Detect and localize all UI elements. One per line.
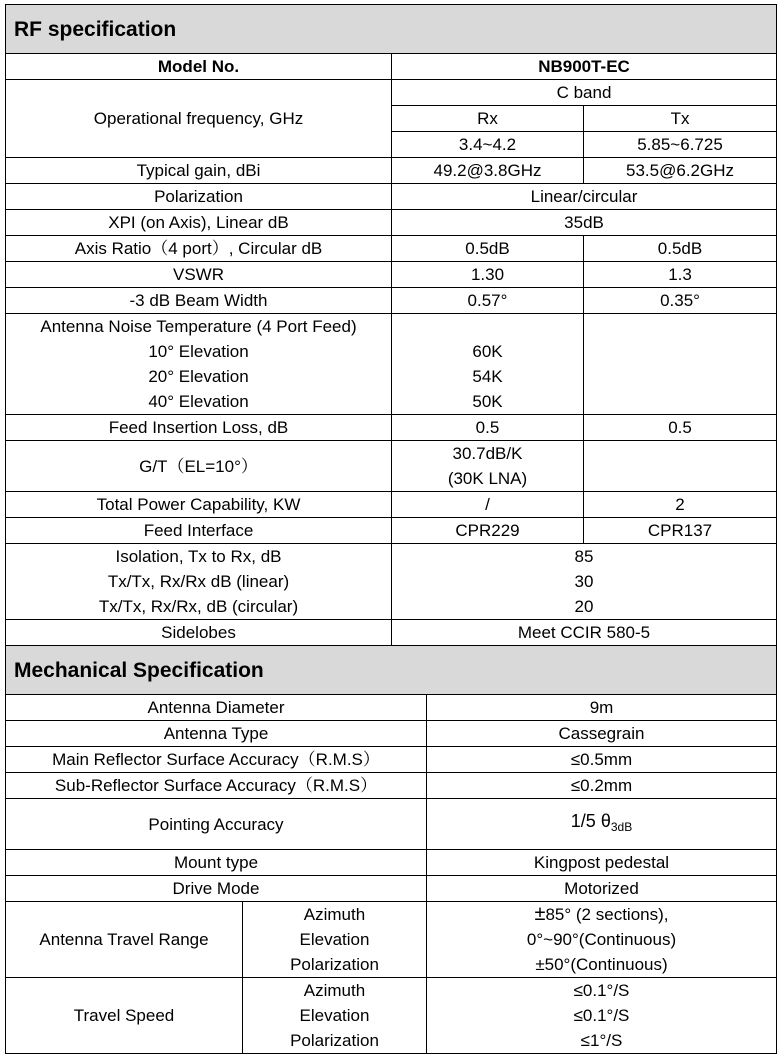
beam-width-tx: 0.35° [584, 288, 777, 314]
rx-range: 3.4~4.2 [392, 132, 584, 158]
rf-section-title: RF specification [6, 5, 777, 54]
vswr-tx: 1.3 [584, 262, 777, 288]
beam-width-rx: 0.57° [392, 288, 584, 314]
power-rx: / [392, 492, 584, 518]
gain-label: Typical gain, dBi [6, 158, 392, 184]
mount-value: Kingpost pedestal [427, 850, 777, 876]
isolation-value: 85 [574, 547, 594, 566]
travel-range-polarization-value: ±50°(Continuous) [535, 955, 668, 974]
freq-label: Operational frequency, GHz [6, 80, 392, 158]
travel-speed-polarization-label: Polarization [290, 1031, 379, 1050]
spec-sheet [5, 4, 776, 1054]
gain-tx: 53.5@6.2GHz [584, 158, 777, 184]
travel-range-elevation-value: 0°~90°(Continuous) [526, 930, 677, 949]
gt-label: G/T（EL=10°） [6, 441, 392, 492]
isolation-linear-label: Tx/Tx, Rx/Rx dB (linear) [107, 572, 290, 591]
noise-temp-label-cell [6, 314, 392, 415]
model-value: NB900T-EC [392, 54, 777, 80]
noise-temp-label: Antenna Noise Temperature (4 Port Feed) [40, 317, 357, 336]
band-value: C band [392, 80, 777, 106]
gt-value-1: 30.7dB/K [452, 444, 523, 463]
travel-speed-azimuth-label: Azimuth [303, 981, 366, 1000]
model-label: Model No. [6, 54, 392, 80]
polarization-value: Linear/circular [392, 184, 777, 210]
rf-spec-table [5, 4, 777, 646]
travel-range-values [427, 902, 777, 978]
drive-label: Drive Mode [6, 876, 427, 902]
diameter-label: Antenna Diameter [6, 695, 427, 721]
xpi-label: XPI (on Axis), Linear dB [6, 210, 392, 236]
noise-temp-tx-cell [584, 314, 777, 415]
travel-speed-polarization-value: ≤1°/S [580, 1031, 623, 1050]
mount-label: Mount type [6, 850, 427, 876]
travel-speed-axes [243, 978, 427, 1054]
mech-section-title: Mechanical Specification [6, 646, 777, 695]
travel-speed-label: Travel Speed [6, 978, 243, 1054]
noise-temp-rx-cell [392, 314, 584, 415]
noise-elev-10-value: 60K [472, 342, 503, 361]
axis-ratio-tx: 0.5dB [584, 236, 777, 262]
diameter-value: 9m [427, 695, 777, 721]
pointing-value-sub: 3dB [610, 819, 633, 834]
mech-spec-table [5, 645, 777, 1054]
gt-tx-cell [584, 441, 777, 492]
polarization-label: Polarization [6, 184, 392, 210]
isolation-circular-label: Tx/Tx, Rx/Rx, dB (circular) [98, 597, 299, 616]
travel-range-azimuth-label: Azimuth [303, 905, 366, 924]
power-label: Total Power Capability, KW [6, 492, 392, 518]
beam-width-label: -3 dB Beam Width [6, 288, 392, 314]
isolation-circular-value: 20 [574, 597, 594, 616]
isolation-label: Isolation, Tx to Rx, dB [115, 547, 282, 566]
feed-interface-rx: CPR229 [392, 518, 584, 544]
travel-speed-elevation-label: Elevation [299, 1006, 370, 1025]
feed-loss-rx: 0.5 [392, 415, 584, 441]
noise-elev-20-label: 20° Elevation [148, 367, 249, 386]
sub-accuracy-label: Sub-Reflector Surface Accuracy（R.M.S） [6, 773, 427, 799]
feed-loss-tx: 0.5 [584, 415, 777, 441]
axis-ratio-label: Axis Ratio（4 port）, Circular dB [6, 236, 392, 262]
tx-range: 5.85~6.725 [584, 132, 777, 158]
vswr-label: VSWR [6, 262, 392, 288]
pointing-value-main: 1/5 θ [570, 810, 611, 831]
noise-elev-40-label: 40° Elevation [148, 392, 249, 411]
isolation-labels-cell [6, 544, 392, 620]
antenna-type-label: Antenna Type [6, 721, 427, 747]
pointing-value [427, 799, 777, 850]
travel-range-polarization-label: Polarization [290, 955, 379, 974]
isolation-values-cell [392, 544, 777, 620]
noise-elev-20-value: 54K [472, 367, 503, 386]
gt-rx-cell [392, 441, 584, 492]
xpi-value: 35dB [392, 210, 777, 236]
travel-speed-values [427, 978, 777, 1054]
feed-interface-tx: CPR137 [584, 518, 777, 544]
feed-loss-label: Feed Insertion Loss, dB [6, 415, 392, 441]
tx-header: Tx [584, 106, 777, 132]
travel-range-axes [243, 902, 427, 978]
main-accuracy-label: Main Reflector Surface Accuracy（R.M.S） [6, 747, 427, 773]
noise-elev-10-label: 10° Elevation [148, 342, 249, 361]
antenna-type-value: Cassegrain [427, 721, 777, 747]
travel-range-azimuth-text: 85° (2 sections), [545, 905, 669, 924]
plus-minus-symbol: ± [534, 903, 546, 925]
pointing-label: Pointing Accuracy [6, 799, 427, 850]
travel-range-azimuth-value [427, 902, 776, 927]
travel-range-elevation-label: Elevation [299, 930, 370, 949]
rx-header: Rx [392, 106, 584, 132]
sidelobes-value: Meet CCIR 580-5 [392, 620, 777, 646]
noise-elev-40-value: 50K [472, 392, 503, 411]
gain-rx: 49.2@3.8GHz [392, 158, 584, 184]
vswr-rx: 1.30 [392, 262, 584, 288]
axis-ratio-rx: 0.5dB [392, 236, 584, 262]
travel-range-label: Antenna Travel Range [6, 902, 243, 978]
drive-value: Motorized [427, 876, 777, 902]
isolation-linear-value: 30 [574, 572, 594, 591]
feed-interface-label: Feed Interface [6, 518, 392, 544]
power-tx: 2 [584, 492, 777, 518]
travel-speed-elevation-value: ≤0.1°/S [573, 1006, 630, 1025]
main-accuracy-value: ≤0.5mm [427, 747, 777, 773]
sidelobes-label: Sidelobes [6, 620, 392, 646]
gt-value-2: (30K LNA) [447, 469, 528, 488]
sub-accuracy-value: ≤0.2mm [427, 773, 777, 799]
travel-speed-azimuth-value: ≤0.1°/S [573, 981, 630, 1000]
